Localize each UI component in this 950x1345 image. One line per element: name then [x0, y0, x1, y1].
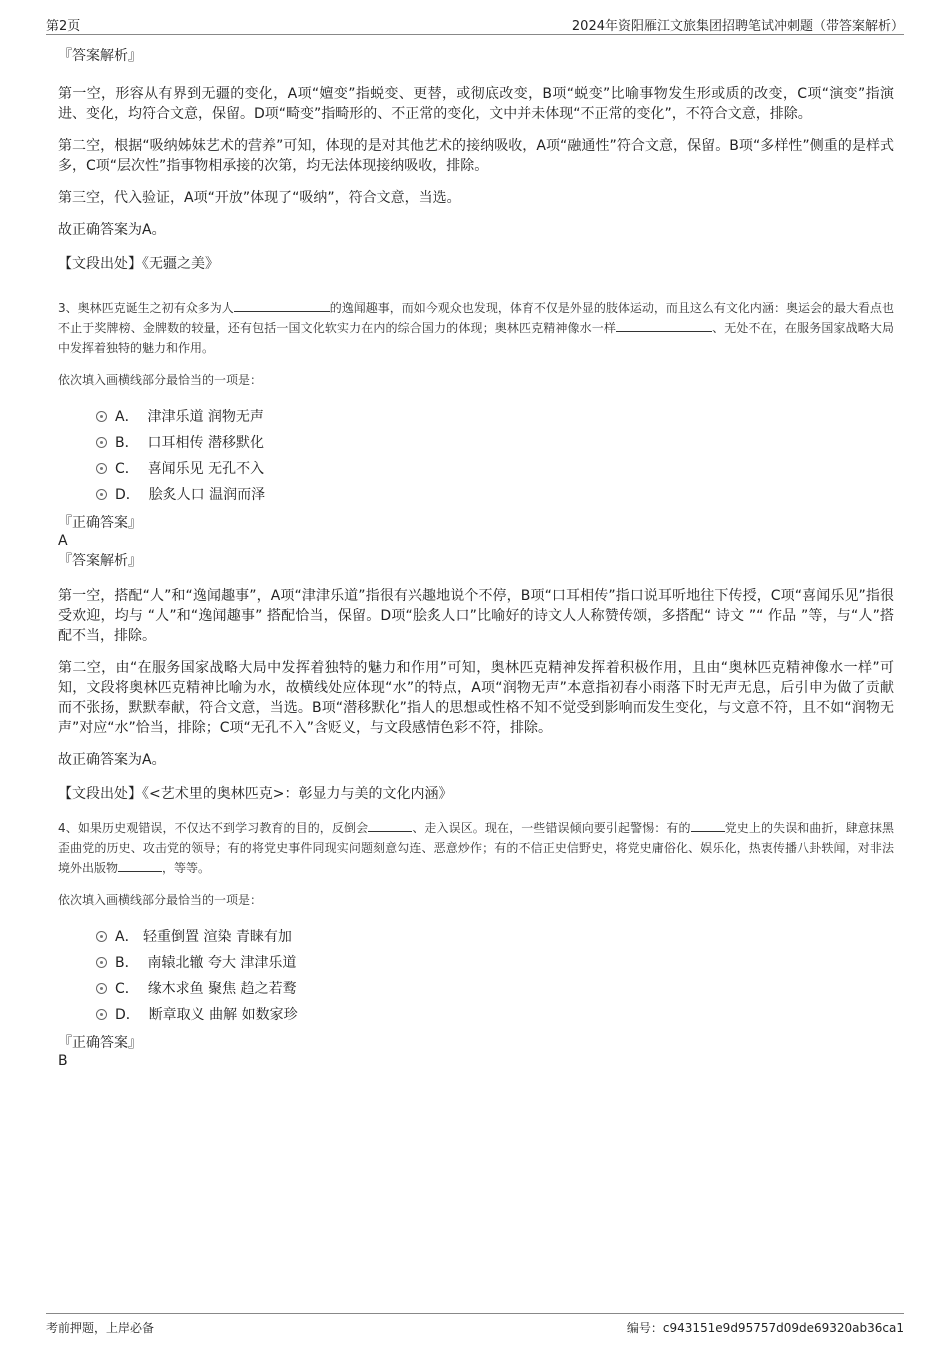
analysis-label: 『答案解析』	[58, 553, 142, 569]
option-a[interactable]: A． 轻重倒置 渲染 青睐有加	[96, 924, 894, 950]
page-footer	[46, 1313, 904, 1336]
stem-text: 党史上的失误和曲折，肆意抹黑歪曲党的历史、攻击党的领导；有的将党史事件同现实问题刻意勾连、恶意炒作；有的不信正史信野史，将党史庸俗化、娱乐化，热衷传播八卦轶闻，对非法境外出版物	[58, 821, 894, 875]
fill-blank	[616, 319, 712, 332]
analysis-paragraph: 第二空，根据“吸纳姊妹艺术的营养”可知，体现的是对其他艺术的接纳吸收，A项“融通性”符合文意，保留。B项“多样性”侧重的是样式多，C项“层次性”指事物相承接的次第，均无法体现接纳吸收，排除。	[58, 138, 894, 174]
source-citation: 【文段出处】《无疆之美》	[58, 256, 219, 272]
document-title: 2024年资阳雁江文旅集团招聘笔试冲刺题（带答案解析）	[571, 19, 904, 34]
question-instruction: 依次填入画横线部分最恰当的一项是：	[58, 893, 263, 907]
source-citation: 【文段出处】《<艺术里的奥林匹克>：彰显力与美的文化内涵》	[58, 786, 453, 802]
stem-text: 、无处不在，在服务国家战略大局中发挥着独特的魅力和作用。	[58, 321, 894, 355]
fill-blank	[368, 819, 412, 832]
question-stem	[58, 298, 894, 358]
option-d[interactable]: D． 脍炙人口 温润而泽	[96, 482, 894, 508]
option-b[interactable]: B． 南辕北辙 夸大 津津乐道	[96, 950, 894, 976]
analysis-paragraph: 第二空，由“在服务国家战略大局中发挥着独特的魅力和作用”可知，奥林匹克精神发挥着积极作用，且由“奥林匹克精神像水一样”可知，文段将奥林匹克精神比喻为水，故横线处应体现“水”的特点，A项“润物无声”本意指初春小雨落下时无声无息，后引申为做了贡献而不张扬，默默奉献，符合文意，当选。B项“潜移默化”指人的思想或性格不知不觉受到影响而发生变化，与文意不符，且不如“润物无声”对应“水”恰当，排除；C项“无孔不入”含贬义，与文段感情色彩不符，排除。	[58, 660, 894, 736]
radio-icon[interactable]	[96, 1009, 107, 1020]
radio-icon[interactable]	[96, 983, 107, 994]
radio-icon[interactable]	[96, 463, 107, 474]
answer-value: A	[58, 533, 68, 549]
page-content	[58, 44, 894, 1070]
radio-icon[interactable]	[96, 957, 107, 968]
conclusion: 故正确答案为A。	[58, 752, 166, 768]
stem-text: 、走入误区。现在，一些错误倾向要引起警惕：有的	[412, 821, 691, 835]
document-id: 编号：c943151e9d95757d09de69320ab36ca1	[626, 1321, 904, 1335]
analysis-paragraph: 第一空，搭配“人”和“逸闻趣事”，A项“津津乐道”指很有兴趣地说个不停，B项“口耳相传”指口说耳听地往下传授，C项“喜闻乐见”指很受欢迎，均与 “人”和“逸闻趣事” 搭配恰当，保留。D项“脍炙人口”比喻好的诗文人人称赞传颂，多搭配“ 诗文 ”“ 作品 ”等，与“人”搭配不当，排除。	[58, 588, 894, 644]
option-c[interactable]: C． 缘木求鱼 聚焦 趋之若鹜	[96, 976, 894, 1002]
option-d[interactable]: D． 断章取义 曲解 如数家珍	[96, 1002, 894, 1028]
page-number: 第2页	[46, 19, 81, 34]
radio-icon[interactable]	[96, 411, 107, 422]
option-b[interactable]: B． 口耳相传 潜移默化	[96, 430, 894, 456]
conclusion: 故正确答案为A。	[58, 222, 166, 238]
stem-text: 4、如果历史观错误，不仅达不到学习教育的目的，反倒会	[58, 821, 369, 835]
answer-value: B	[58, 1053, 68, 1069]
question-stem	[58, 818, 894, 878]
page-header	[46, 14, 904, 35]
answer-label: 『正确答案』	[58, 515, 142, 531]
fill-blank	[691, 819, 725, 832]
stem-text: 3、奥林匹克诞生之初有众多为人	[58, 301, 234, 315]
fill-blank	[118, 859, 162, 872]
question-instruction: 依次填入画横线部分最恰当的一项是：	[58, 373, 263, 387]
option-a[interactable]: A． 津津乐道 润物无声	[96, 404, 894, 430]
analysis-paragraph: 第一空，形容从有界到无疆的变化，A项“嬗变”指蜕变、更替，或彻底改变，B项“蜕变”比喻事物发生形或质的改变，C项“演变”指演进、变化，均符合文意，保留。D项“畸变”指畸形的、不正常的变化，文中并未体现“不正常的变化”，不符合文意，排除。	[58, 86, 894, 122]
radio-icon[interactable]	[96, 489, 107, 500]
options-list	[96, 404, 894, 508]
footer-slogan: 考前押题，上岸必备	[46, 1321, 155, 1335]
stem-text: ，等等。	[162, 861, 211, 875]
options-list	[96, 924, 894, 1028]
radio-icon[interactable]	[96, 931, 107, 942]
fill-blank	[234, 299, 330, 312]
answer-label: 『正确答案』	[58, 1035, 142, 1051]
stem-text: 的逸闻趣事，而如今观众也发现，体育不仅是外显的肢体运动，而且这么有文化内涵：奥运会的最大看点也不止于奖牌榜、金牌数的较量，还有包括一国文化软实力在内的综合国力的体现；奥林匹克精神像水一样	[58, 301, 894, 335]
radio-icon[interactable]	[96, 437, 107, 448]
analysis-label: 『答案解析』	[58, 48, 142, 64]
analysis-paragraph: 第三空，代入验证，A项“开放”体现了“吸纳”，符合文意，当选。	[58, 190, 461, 206]
option-c[interactable]: C． 喜闻乐见 无孔不入	[96, 456, 894, 482]
